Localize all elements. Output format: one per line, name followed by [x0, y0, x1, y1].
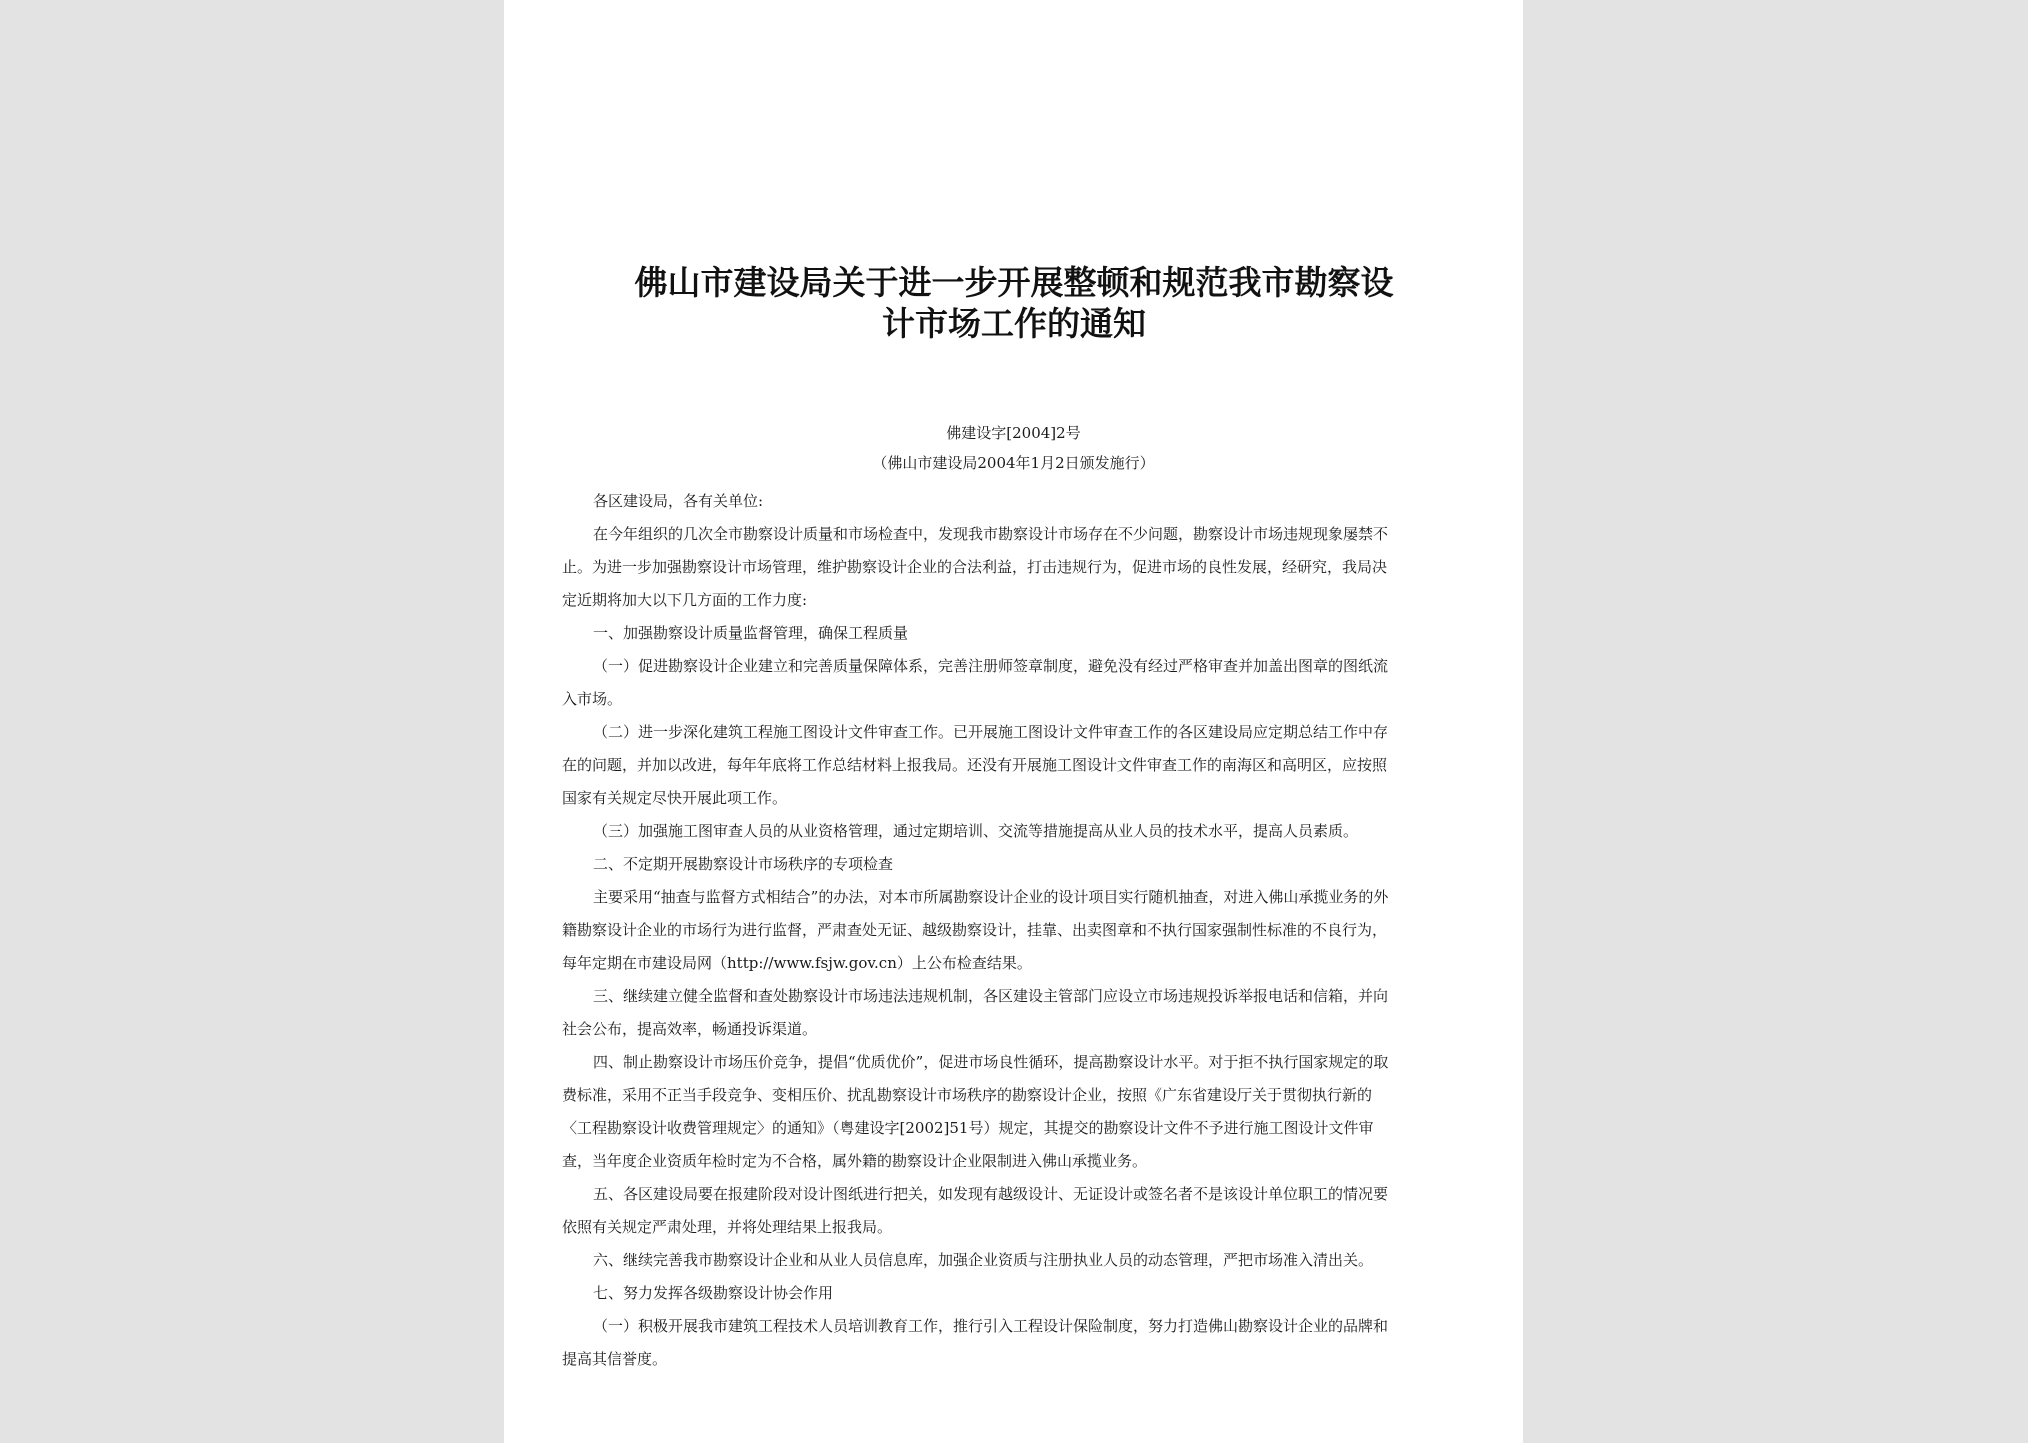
body-line: 费标准，采用不正当手段竞争、变相压价、扰乱勘察设计市场秩序的勘察设计企业，按照《广东省建设厅关于贯彻执行新的: [562, 1086, 1373, 1104]
body-line: 籍勘察设计企业的市场行为进行监督，严肃查处无证、越级勘察设计，挂靠、出卖图章和不执行国家强制性标准的不良行为，: [562, 921, 1388, 939]
body-line: 入市场。: [562, 690, 623, 708]
section-heading: 一、加强勘察设计质量监督管理，确保工程质量: [593, 624, 909, 642]
body-line: 〈工程勘察设计收费管理规定〉的通知》（粤建设字[2002]51号）规定，其提交的勘察设计文件不予进行施工图设计文件审: [562, 1119, 1374, 1137]
body-line: 定近期将加大以下几方面的工作力度:: [562, 591, 808, 609]
document-body: [562, 485, 1470, 1376]
document-page: [504, 0, 1523, 1443]
body-line: 止。为进一步加强勘察设计市场管理，维护勘察设计企业的合法利益，打击违规行为，促进市场的良性发展，经研究，我局决: [562, 558, 1388, 576]
body-line: （一）积极开展我市建筑工程技术人员培训教育工作，推行引入工程设计保险制度，努力打造佛山勘察设计企业的品牌和: [593, 1317, 1389, 1335]
body-line: 查，当年度企业资质年检时定为不合格，属外籍的勘察设计企业限制进入佛山承揽业务。: [562, 1152, 1148, 1170]
section-heading: 三、继续建立健全监督和查处勘察设计市场违法违规机制，各区建设主管部门应设立市场违规投诉举报电话和信箱，并向: [593, 987, 1389, 1005]
body-line: 在的问题，并加以改进，每年年底将工作总结材料上报我局。还没有开展施工图设计文件审查工作的南海区和高明区，应按照: [562, 756, 1388, 774]
body-line: 国家有关规定尽快开展此项工作。: [562, 789, 788, 807]
document-number: 佛建设字[2004]2号: [946, 424, 1081, 442]
body-line: 主要采用“抽查与监督方式相结合”的办法，对本市所属勘察设计企业的设计项目实行随机抽查，对进入佛山承揽业务的外: [593, 888, 1389, 906]
body-line: 在今年组织的几次全市勘察设计质量和市场检查中，发现我市勘察设计市场存在不少问题，勘察设计市场违规现象屡禁不: [593, 525, 1389, 543]
salutation: 各区建设局，各有关单位:: [593, 492, 764, 510]
section-heading: 六、继续完善我市勘察设计企业和从业人员信息库，加强企业资质与注册执业人员的动态管理，严把市场准入清出关。: [593, 1251, 1374, 1269]
document-title: [564, 262, 1464, 344]
section-heading: 七、努力发挥各级勘察设计协会作用: [593, 1284, 834, 1302]
title-line-1: 佛山市建设局关于进一步开展整顿和规范我市勘察设: [634, 263, 1394, 302]
section-heading: 五、各区建设局要在报建阶段对设计图纸进行把关，如发现有越级设计、无证设计或签名者不是该设计单位职工的情况要: [593, 1185, 1389, 1203]
body-line: 社会公布，提高效率，畅通投诉渠道。: [562, 1020, 818, 1038]
issue-statement: （佛山市建设局2004年1月2日颁发施行）: [872, 454, 1155, 472]
body-line: （二）进一步深化建筑工程施工图设计文件审查工作。已开展施工图设计文件审查工作的各区建设局应定期总结工作中存: [593, 723, 1389, 741]
body-line: 每年定期在市建设局网（http://www.fsjw.gov.cn）上公布检查结果。: [562, 954, 1032, 972]
section-heading: 四、制止勘察设计市场压价竞争，提倡“优质优价”，促进市场良性循环，提高勘察设计水平。对于拒不执行国家规定的取: [593, 1053, 1389, 1071]
body-line: 依照有关规定严肃处理，并将处理结果上报我局。: [562, 1218, 893, 1236]
body-line: （一）促进勘察设计企业建立和完善质量保障体系，完善注册师签章制度，避免没有经过严格审查并加盖出图章的图纸流: [593, 657, 1389, 675]
body-line: （三）加强施工图审查人员的从业资格管理，通过定期培训、交流等措施提高从业人员的技术水平，提高人员素质。: [593, 822, 1359, 840]
section-heading: 二、不定期开展勘察设计市场秩序的专项检查: [593, 855, 894, 873]
title-line-2: 计市场工作的通知: [882, 304, 1146, 343]
body-line: 提高其信誉度。: [562, 1350, 668, 1368]
